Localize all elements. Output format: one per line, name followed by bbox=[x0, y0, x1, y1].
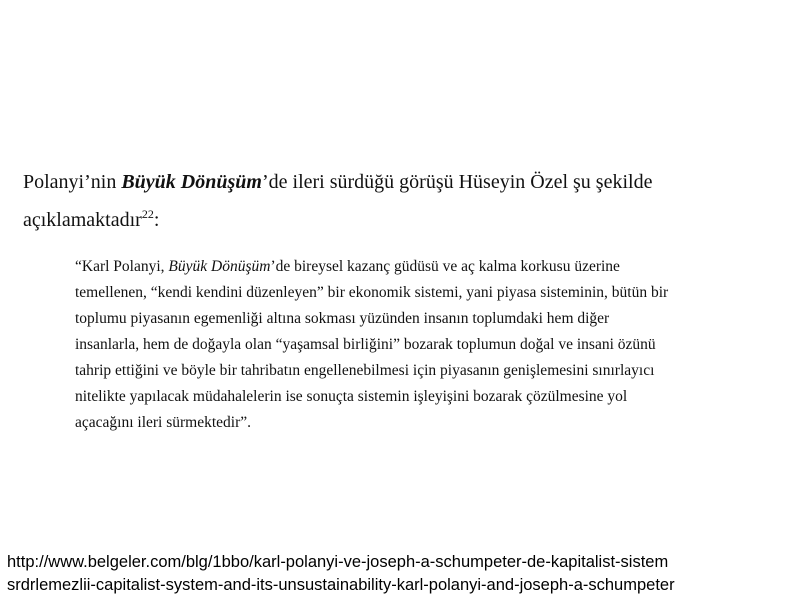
quote-line: insanlarla, hem de doğayla olan “yaşamsal birliğini” bozarak toplumun doğal ve insani özünü bbox=[75, 336, 656, 353]
lead-line-1 bbox=[23, 163, 652, 201]
quote-line: temellenen, “kendi kendini düzenleyen” bir ekonomik sistemi, yani piyasa sisteminin, bütün bir bbox=[75, 284, 669, 301]
quote-line: tahrip ettiğini ve böyle bir tahribatın engellenebilmesi için piyasanın genişlemesini sınırlayıcı bbox=[75, 362, 655, 379]
lead-text: : bbox=[153, 209, 160, 231]
quote-line: nitelikte yapılacak müdahalelerin ise sonuçta sistemin işleyişini bozarak çözülmesine yol bbox=[75, 388, 628, 405]
quote-text: ’de bireysel kazanç güdüsü ve aç kalma korkusu üzerine bbox=[270, 258, 620, 275]
lead-paragraph bbox=[23, 163, 652, 239]
lead-line-2 bbox=[23, 201, 652, 239]
quote-line: toplumu piyasanın egemenliği altına sokması yüzünden insanın toplumdaki hem diğer bbox=[75, 310, 610, 327]
book-title: Büyük Dönüşüm bbox=[121, 171, 262, 193]
source-url bbox=[7, 551, 675, 597]
lead-text: ’de ileri sürdüğü görüşü Hüseyin Özel şu şekilde bbox=[261, 171, 653, 193]
lead-text: açıklamaktadır bbox=[23, 209, 142, 231]
source-url-line-2: srdrlemezlii-capitalist-system-and-its-unsustainability-karl-polanyi-and-joseph-a-schumpeter bbox=[7, 576, 675, 594]
quote-line: açacağını ileri sürmektedir”. bbox=[75, 414, 252, 431]
quote-text: “Karl Polanyi, bbox=[75, 258, 169, 275]
source-url-line-1: http://www.belgeler.com/blg/1bbo/karl-polanyi-ve-joseph-a-schumpeter-de-kapitalist-sistem bbox=[7, 553, 669, 571]
footnote-ref: 22 bbox=[141, 207, 154, 221]
block-quote bbox=[75, 254, 668, 436]
book-title-italic: Büyük Dönüşüm bbox=[168, 258, 271, 275]
lead-text: Polanyi’nin bbox=[23, 171, 122, 193]
quote-line bbox=[75, 254, 668, 280]
